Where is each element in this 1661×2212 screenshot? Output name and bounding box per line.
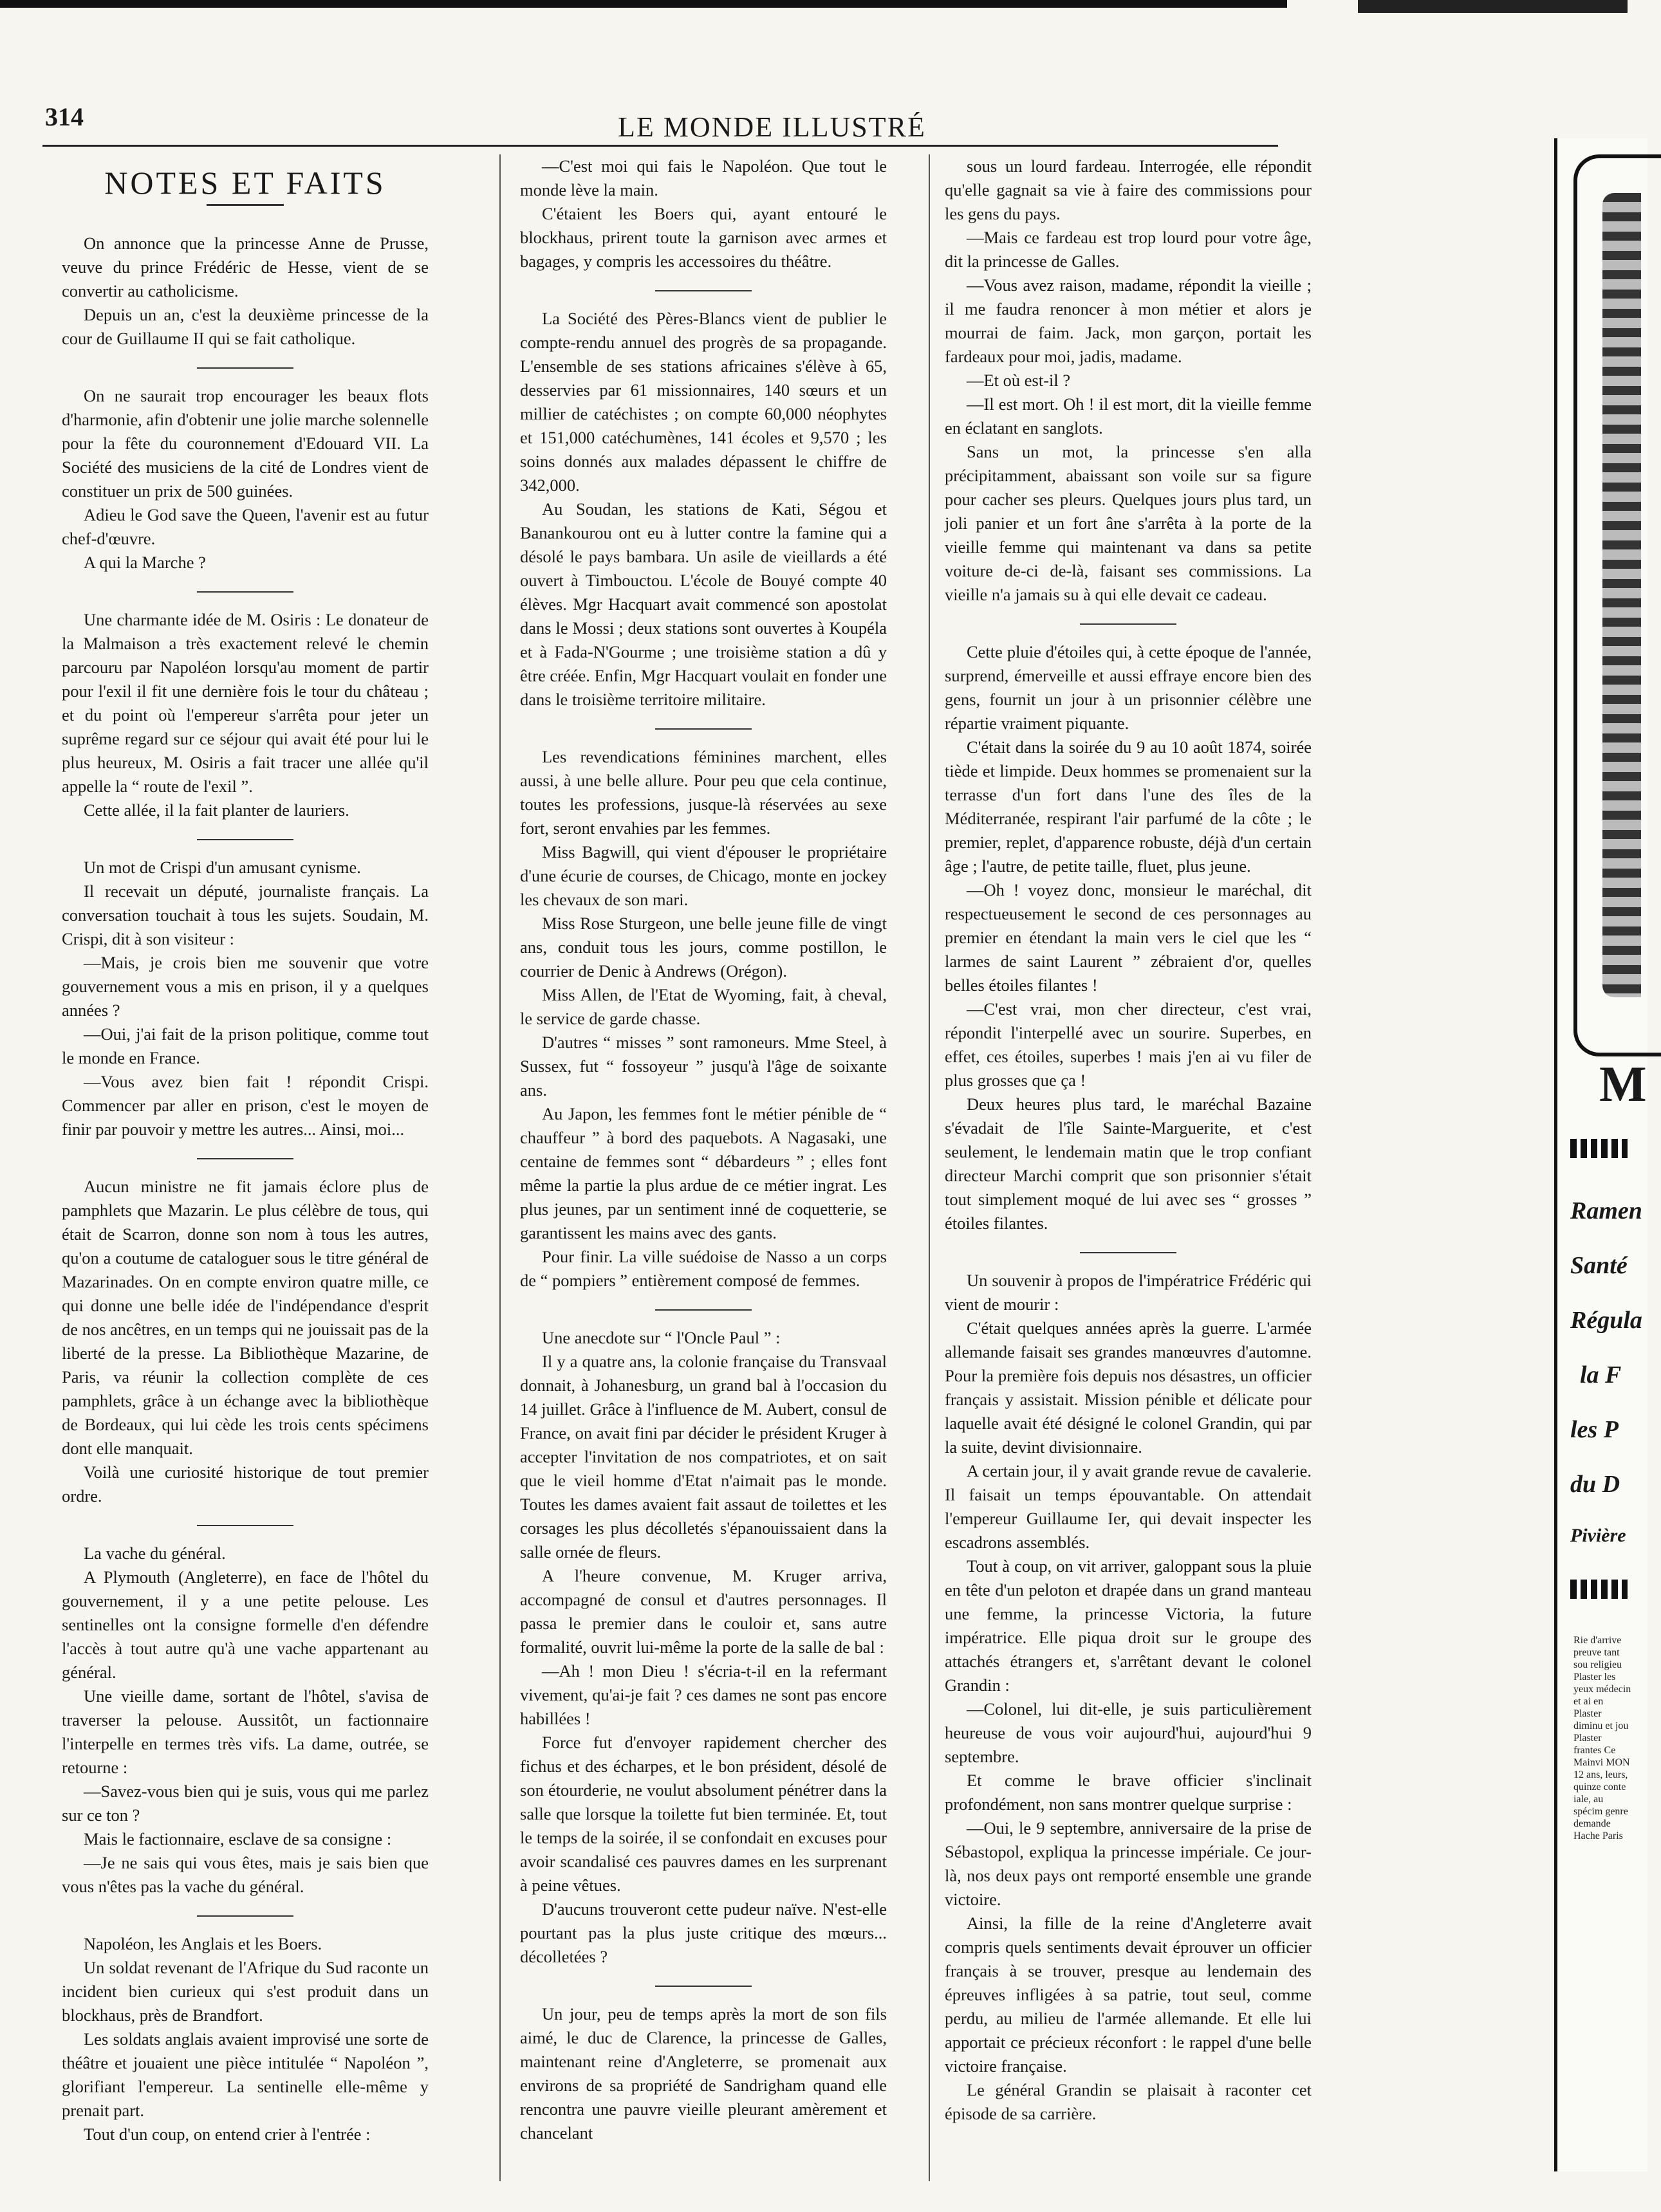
paragraph: Une anecdote sur “ l'Oncle Paul ” : bbox=[542, 1328, 781, 1347]
paragraph: Et comme le brave officier s'inclinait profondément, non sans montrer quelque surprise : bbox=[945, 1771, 1312, 1814]
column-1 bbox=[62, 154, 429, 2188]
paragraph: Ainsi, la fille de la reine d'Angleterre avait compris quels sentiments devait éprouver un officier français à se trouver, presque au lendemain des épreuves infligées à sa patrie, tout seul, comme perdu, au milieu de l'armée allemande. Et elle lui apportait ce précieux réconfort : le rappel d'une belle victoire française. bbox=[945, 1913, 1312, 2076]
paragraph: —C'est moi qui fais le Napoléon. Que tout le monde lève la main. bbox=[520, 156, 887, 199]
paragraph: Deux heures plus tard, le maréchal Bazaine s'évadait de l'île Sainte-Marguerite, et c'est seulement, le lendemain matin que le trop confiant directeur Marchi comprit que son prisonnier s'était tout simplement moqué de lui avec ses “ grosses ” étoiles filantes. bbox=[945, 1094, 1312, 1233]
paragraph: sous un lourd fardeau. Interrogée, elle répondit qu'elle gagnait sa vie à faire des commissions pour les gens du pays. bbox=[945, 156, 1312, 223]
paragraph: Adieu le God save the Queen, l'avenir est au futur chef-d'œuvre. bbox=[62, 505, 429, 548]
paragraph: Force fut d'envoyer rapidement chercher des fichus et des écharpes, et le bon président, désolé de son étourderie, ne voulut absolument pénétrer dans la salle que lorsque la toilette fut bien terminée. Et, tout le temps de la soirée, il se confondait en excuses pour avoir scandalisé ces pauvres dames en les surprenant à peine vêtues. bbox=[520, 1733, 887, 1895]
item-separator bbox=[197, 1158, 293, 1159]
paragraph: —C'est vrai, mon cher directeur, c'est vrai, répondit l'interpellé avec un sourire. Superbes, en effet, ces étoiles, superbes ! mais j'en ai vu filer de plus grosses que ça ! bbox=[945, 999, 1312, 1090]
paragraph: Cette pluie d'étoiles qui, à cette époque de l'année, surprend, émerveille et aussi effraye encore bien des gens, fournit un jour à un prisonnier célèbre une répartie vraiment piquante. bbox=[945, 642, 1312, 733]
item-separator bbox=[197, 1525, 293, 1526]
paragraph: On annonce que la princesse Anne de Prusse, veuve du prince Frédéric de Hesse, vient de se convertir au catholicisme. bbox=[62, 234, 429, 300]
paragraph: Tout d'un coup, on entend crier à l'entrée : bbox=[84, 2124, 371, 2144]
paragraph: —Et où est-il ? bbox=[967, 371, 1071, 390]
paragraph: On ne saurait trop encourager les beaux flots d'harmonie, afin d'obtenir une jolie marche solennelle pour la fête du couronnement d'Edouard VII. La Société des musiciens de la cité de Londres vient de constituer un prix de 500 guinées. bbox=[62, 386, 429, 501]
paragraph: Une vieille dame, sortant de l'hôtel, s'avisa de traverser la pelouse. Aussitôt, un factionnaire l'interpelle en termes très vifs. La dame, outrée, se retourne : bbox=[62, 1686, 429, 1777]
item-separator bbox=[197, 1915, 293, 1917]
ad-line: Régula bbox=[1570, 1307, 1642, 1334]
ad-line: la F bbox=[1580, 1361, 1622, 1388]
bottle-illustration bbox=[1602, 193, 1641, 997]
paragraph: —Je ne sais qui vous êtes, mais je sais bien que vous n'êtes pas la vache du général. bbox=[62, 1853, 429, 1896]
paragraph: Il y a quatre ans, la colonie française du Transvaal donnait, à Johanesburg, un grand bal à l'occasion du 14 juillet. Grâce à l'influence de M. Aubert, consul de France, on avait fini par décider le président Kruger à accepter l'invitation de nos compatriotes, et on sait que le vieil homme d'Etat n'aimait pas le monde. Toutes les dames avaient fait assaut de toilettes et les corsages les plus décolletés s'épanouissaient dans la salle ornée de fleurs. bbox=[520, 1352, 887, 1562]
item-separator bbox=[197, 367, 293, 369]
paragraph: Un mot de Crispi d'un amusant cynisme. bbox=[84, 858, 361, 877]
paragraph: —Vous avez bien fait ! répondit Crispi. Commencer par aller en prison, c'est le moyen de finir par pouvoir y mettre les autres... Ainsi, moi... bbox=[62, 1072, 429, 1139]
ad-line: les P bbox=[1570, 1416, 1619, 1443]
paragraph: —Savez-vous bien qui je suis, vous qui me parlez sur ce ton ? bbox=[62, 1782, 429, 1825]
paragraph: Sans un mot, la princesse s'en alla précipitamment, abaissant son voile sur sa figure pour cacher ses pleurs. Quelques jours plus tard, un joli panier et un fort âne s'arrêta à la porte de la vieille femme qui maintenant va dans sa petite voiture de-ci de-là, faisant ses commissions. La vieille n'a jamais su à qui elle devait ce cadeau. bbox=[945, 442, 1312, 604]
ad-initial: M bbox=[1599, 1056, 1647, 1112]
paragraph: Depuis un an, c'est la deuxième princesse de la cour de Guillaume II qui se fait catholique. bbox=[62, 305, 429, 348]
paragraph: D'autres “ misses ” sont ramoneurs. Mme Steel, à Sussex, fut “ fossoyeur ” jusqu'à l'âge de soixante ans. bbox=[520, 1033, 887, 1100]
column-rule-1 bbox=[499, 154, 501, 2181]
item-separator bbox=[1080, 1252, 1176, 1253]
paragraph: C'était quelques années après la guerre. L'armée allemande faisait ses grandes manœuvres d'automne. Pour la première fois depuis nos désastres, un officier français y assistait. Mission pénible et délicate pour laquelle avait été désigné le colonel Grandin, qui par la suite, devint divisionnaire. bbox=[945, 1318, 1312, 1457]
paragraph: C'étaient les Boers qui, ayant entouré le blockhaus, prirent toute la garnison avec armes et bagages, y compris les accessoires du théâtre. bbox=[520, 204, 887, 271]
top-border bbox=[0, 0, 1287, 8]
paragraph: —Oui, le 9 septembre, anniversaire de la prise de Sébastopol, expliqua la princesse impériale. Ce jour-là, nos deux pays ont remporté ensemble une grande victoire. bbox=[945, 1818, 1312, 1909]
ad-line: Santé bbox=[1570, 1252, 1628, 1279]
item-separator bbox=[655, 1986, 752, 1987]
item-separator bbox=[197, 591, 293, 593]
page-number: 314 bbox=[45, 102, 84, 131]
paragraph: Cette allée, il la fait planter de lauriers. bbox=[84, 800, 349, 820]
paragraph: A Plymouth (Angleterre), en face de l'hôtel du gouvernement, il y a une petite pelouse. Les sentinelles ont la consigne formelle d'en défendre l'accès à tout autre qu'à une vache appartenant au général. bbox=[62, 1567, 429, 1682]
paragraph: Une charmante idée de M. Osiris : Le donateur de la Malmaison a très exactement relevé le chemin parcouru par Napoléon lorsqu'au moment de partir pour l'exil il fit une dernière fois le tour du château ; et du point où l'empereur s'arrêta pour jeter un suprême regard sur ce séjour qui avait été pour lui le plus heureux, M. Osiris a fait tracer une allée qu'il appelle la “ route de l'exil ”. bbox=[62, 610, 429, 796]
ad-line: Pivière bbox=[1570, 1525, 1626, 1546]
ad-line: Ramen bbox=[1570, 1197, 1642, 1224]
paragraph: Au Japon, les femmes font le métier pénible de “ chauffeur ” à bord des paquebots. A Nagasaki, une centaine de femmes sont “ débardeurs ” ; elles font même la partie la plus ardue de ce métier ingrat. Les plus jeunes, par un sentiment inné de coquetterie, se garantissent les mains avec des gants. bbox=[520, 1104, 887, 1242]
column-2 bbox=[520, 154, 887, 2188]
paragraph: —Oui, j'ai fait de la prison politique, comme tout le monde en France. bbox=[62, 1024, 429, 1067]
paragraph: C'était dans la soirée du 9 au 10 août 1874, soirée tiède et limpide. Deux hommes se promenaient sur la terrasse d'un fort dans l'une des îles de la Méditerranée, respirant l'air parfumé de la côte ; le premier, replet, d'apparence robuste, déjà d'un certain âge ; l'autre, de petite taille, fluet, plus jeune. bbox=[945, 737, 1312, 876]
header-rule bbox=[42, 145, 1278, 147]
paragraph: —Mais, je crois bien me souvenir que votre gouvernement vous a mis en prison, il y a quelques années ? bbox=[62, 953, 429, 1020]
paragraph: Le général Grandin se plaisait à raconter cet épisode de sa carrière. bbox=[945, 2080, 1312, 2123]
running-title: LE MONDE ILLUSTRÉ bbox=[618, 111, 926, 143]
paragraph: Un soldat revenant de l'Afrique du Sud raconte un incident bien curieux qui s'est produit dans un blockhaus, près de Brandfort. bbox=[62, 1958, 429, 2025]
item-separator bbox=[655, 728, 752, 730]
paragraph: Miss Allen, de l'Etat de Wyoming, fait, à cheval, le service de garde chasse. bbox=[520, 985, 887, 1028]
paragraph: Miss Rose Sturgeon, une belle jeune fille de vingt ans, conduit tous les jours, comme postillon, le courrier de Denic à Andrews (Orégon). bbox=[520, 914, 887, 981]
paragraph: —Mais ce fardeau est trop lourd pour votre âge, dit la princesse de Galles. bbox=[945, 228, 1312, 271]
paragraph: —Il est mort. Oh ! il est mort, dit la vieille femme en éclatant en sanglots. bbox=[945, 394, 1312, 438]
paragraph: D'aucuns trouveront cette pudeur naïve. N'est-elle pourtant pas la plus juste critique des mœurs... décolletées ? bbox=[520, 1899, 887, 1966]
paragraph: Les revendications féminines marchent, elles aussi, à une belle allure. Pour peu que cela continue, toutes les professions, jusque-là réservées au sexe fort, seront envahies par les femmes. bbox=[520, 747, 887, 838]
paragraph: —Oh ! voyez donc, monsieur le maréchal, dit respectueusement le second de ces personnages au premier en étendant la main vers le ciel que les “ larmes de saint Laurent ” zébraient d'or, quelles belles étoiles filantes ! bbox=[945, 880, 1312, 995]
paragraph: A qui la Marche ? bbox=[84, 553, 206, 572]
paragraph: Un jour, peu de temps après la mort de son fils aimé, le duc de Clarence, la princesse de Galles, maintenant reine d'Angleterre, se promenait aux environs de sa propriété de Sandrigham quand elle rencontra une pauvre vieille pleurant amèrement et chancelant bbox=[520, 2004, 887, 2143]
paragraph: Les soldats anglais avaient improvisé une sorte de théâtre et jouaient une pièce intitulée “ Napoléon ”, glorifiant l'empereur. La sentinelle elle-même y prenait part. bbox=[62, 2029, 429, 2120]
paragraph: A l'heure convenue, M. Kruger arriva, accompagné de consul et d'autres personnages. Il passa le premier dans le couloir et, sans autre formalité, ouvrit lui-même la porte de la salle de bal : bbox=[520, 1566, 887, 1657]
paragraph: Aucun ministre ne fit jamais éclore plus de pamphlets que Mazarin. Le plus célèbre de tous, qui était de Scarron, donne son nom à tous les autres, qu'on a coutume de cataloguer sous le titre général de Mazarinades. On en compte environ quatre mille, ce qui donne une belle idée de l'indépendance d'esprit de nos ancêtres, en un temps qui ne jouissait pas de la liberté de la presse. La Bibliothèque Mazarine, de Paris, va réunir la collection complète de ces pamphlets, grâce à un échange avec la bibliothèque de Bordeaux, qui lui cède les trois cents spécimens dont elle manquait. bbox=[62, 1177, 429, 1458]
paragraph: —Ah ! mon Dieu ! s'écria-t-il en la refermant vivement, qu'ai-je fait ? ces dames ne sont pas encore habillées ! bbox=[520, 1661, 887, 1728]
paragraph: A certain jour, il y avait grande revue de cavalerie. Il faisait un temps épouvantable. On attendait l'empereur Guillaume Ier, qui devait inspecter les escadrons assemblés. bbox=[945, 1461, 1312, 1552]
paragraph: Pour finir. La ville suédoise de Nasso a un corps de “ pompiers ” entièrement composé de femmes. bbox=[520, 1247, 887, 1290]
paragraph: Voilà une curiosité historique de tout premier ordre. bbox=[62, 1462, 429, 1506]
item-separator bbox=[197, 839, 293, 840]
item-separator bbox=[655, 290, 752, 291]
ad-line: du D bbox=[1570, 1471, 1620, 1498]
paragraph: Miss Bagwill, qui vient d'épouser le propriétaire d'une écurie de courses, de Chicago, monte en jockey les chevaux de son mari. bbox=[520, 842, 887, 909]
ad-fine-print: Rie d'arrive preuve tant sou religieu Plaster les yeux médecin et ai en Plaster diminu et jou Plaster frantes Ce Mainvi MON 12 ans, leurs, quinze conte iale, au spécim genre demande Hache Paris bbox=[1573, 1635, 1631, 1841]
paragraph: La vache du général. bbox=[84, 1544, 226, 1563]
item-separator bbox=[1080, 623, 1176, 625]
paragraph: —Vous avez raison, madame, répondit la vieille ; il me faudra renoncer à mon métier et alors je mourrai de faim. Jack, mon garçon, portait les fardeaux pour moi, jadis, madame. bbox=[945, 275, 1312, 366]
title-rule bbox=[207, 204, 284, 206]
paragraph: Un souvenir à propos de l'impératrice Frédéric qui vient de mourir : bbox=[945, 1271, 1312, 1314]
paragraph: Il recevait un député, journaliste français. La conversation touchait à tous les sujets. Soudain, M. Crispi, dit à son visiteur : bbox=[62, 881, 429, 948]
paragraph: Napoléon, les Anglais et les Boers. bbox=[84, 1934, 322, 1953]
column-rule-2 bbox=[929, 154, 930, 2181]
paragraph: —Colonel, lui dit-elle, je suis particulièrement heureuse de vous voir aujourd'hui, aujourd'hui 9 septembre. bbox=[945, 1699, 1312, 1766]
section-title: NOTES ET FAITS bbox=[104, 165, 386, 201]
column-3 bbox=[945, 154, 1312, 2188]
paragraph: Au Soudan, les stations de Kati, Ségou et Banankourou ont eu à lutter contre la famine qui a désolé le pays bambara. Un asile de vieillards a été ouvert à Timbouctou. L'école de Bouyé compte 40 élèves. Mgr Hacquart avait commencé son apostolat dans le Mossi ; deux stations sont ouvertes à Koupéla et à Fada-N'Gourme ; une troisième station a dû y être créée. Enfin, Mgr Hacquart voulait en fonder une dans le troisième territoire militaire. bbox=[520, 499, 887, 709]
ad-decorative-band bbox=[1570, 1580, 1628, 1599]
paragraph: Mais le factionnaire, esclave de sa consigne : bbox=[84, 1829, 392, 1848]
paragraph: Tout à coup, on vit arriver, galoppant sous la pluie en tête d'un peloton et drapée dans un grand manteau une femme, la princesse Victoria, la future impératrice. Elle piqua droit sur le groupe des attachés étrangers et, s'arrêtant devant le colonel Grandin : bbox=[945, 1556, 1312, 1695]
paragraph: La Société des Pères-Blancs vient de publier le compte-rendu annuel des progrès de sa propagande. L'ensemble de ses stations africaines s'élève à 65, desservies par 61 missionnaires, 140 sœurs et un millier de catéchistes ; on compte 60,000 néophytes et 151,000 catéchumènes, 141 écoles et 9,570 ; les soins donnés aux malades dépassent le chiffre de 342,000. bbox=[520, 309, 887, 495]
top-border-right bbox=[1358, 0, 1628, 13]
ad-decorative-band bbox=[1570, 1139, 1628, 1158]
item-separator bbox=[655, 1309, 752, 1311]
